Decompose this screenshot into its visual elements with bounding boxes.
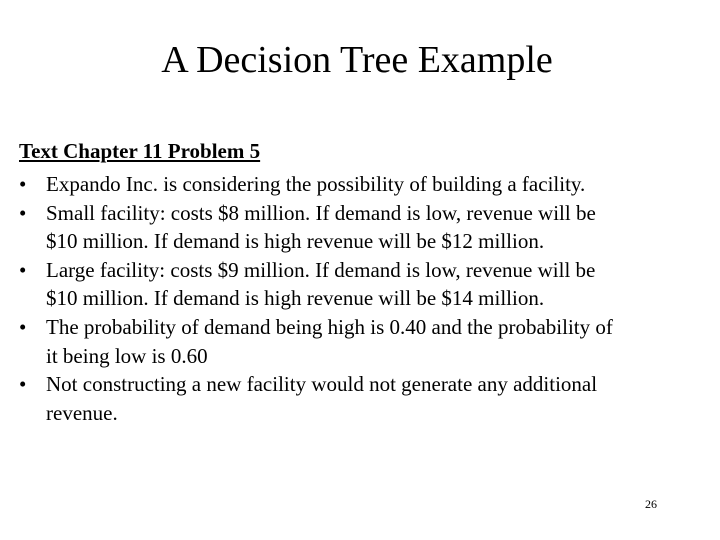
page-number: 26 xyxy=(645,497,657,511)
bullet-line: $10 million. If demand is high revenue will be $12 million. xyxy=(46,229,545,254)
problem-subheading: Text Chapter 11 Problem 5 xyxy=(19,139,261,163)
slide-title: A Decision Tree Example xyxy=(161,39,553,81)
bullet-item xyxy=(19,256,703,313)
bullet-line: Small facility: costs $8 million. If demand is low, revenue will be xyxy=(46,200,596,225)
bullet-marker: • xyxy=(19,257,27,282)
bullet-line: Large facility: costs $9 million. If demand is low, revenue will be xyxy=(46,257,596,282)
bullet-marker: • xyxy=(19,314,27,339)
bullet-line: revenue. xyxy=(46,400,118,425)
bullet-item xyxy=(19,313,703,370)
bullet-line: Not constructing a new facility would not generate any additional xyxy=(46,372,598,397)
bullet-line: it being low is 0.60 xyxy=(46,343,208,368)
bullet-marker: • xyxy=(19,200,27,225)
bullet-item xyxy=(19,199,703,256)
bullet-line: The probability of demand being high is 0.40 and the probability of xyxy=(46,314,613,339)
bullet-line: $10 million. If demand is high revenue will be $14 million. xyxy=(46,286,545,311)
bullet-list xyxy=(19,170,703,427)
bullet-marker: • xyxy=(19,372,27,397)
bullet-item xyxy=(19,170,703,199)
bullet-line: Expando Inc. is considering the possibility of building a facility. xyxy=(46,172,586,196)
bullet-marker: • xyxy=(19,172,27,196)
bullet-item xyxy=(19,370,703,427)
